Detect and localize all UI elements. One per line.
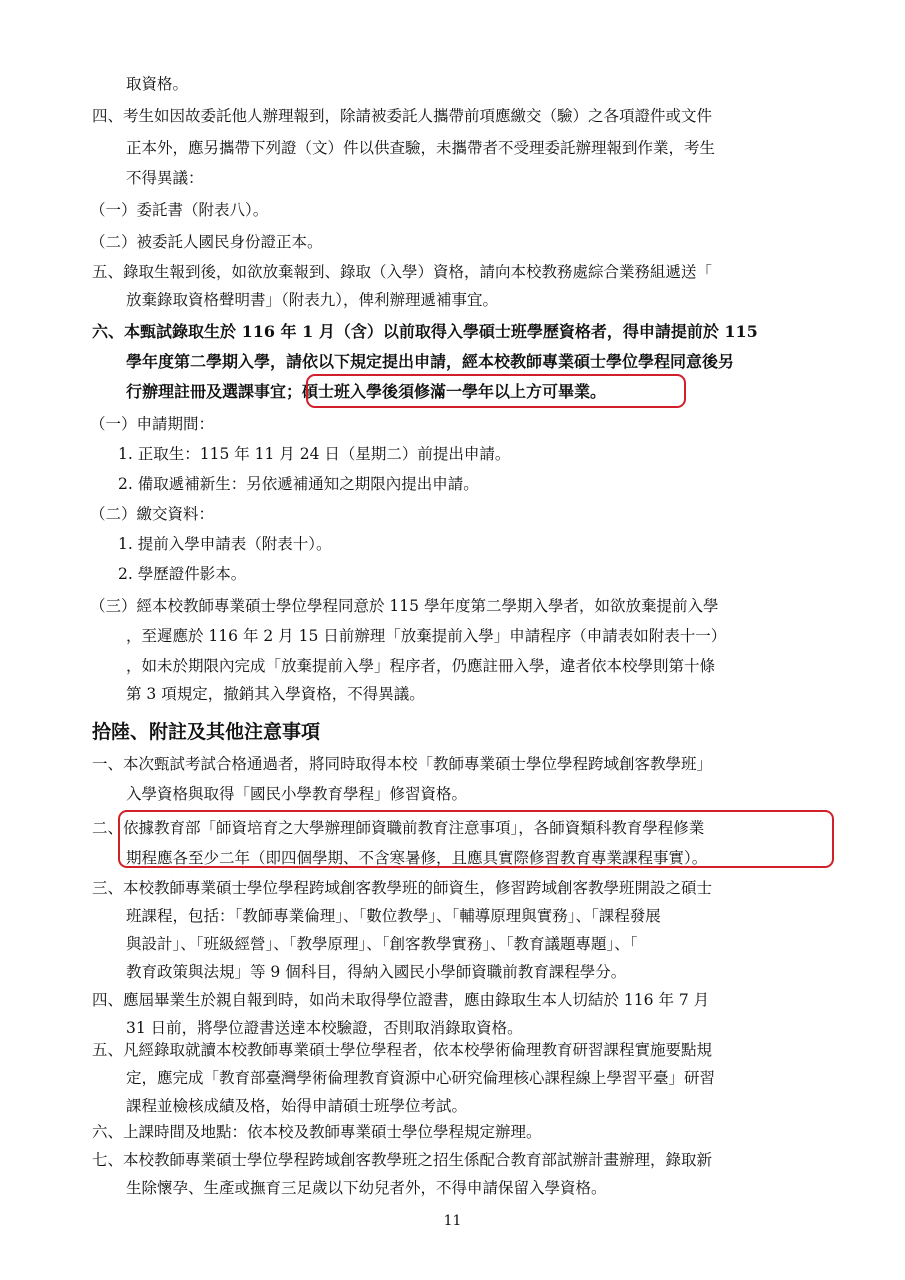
text-line: 生除懷孕、生產或撫育三足歲以下幼兒者外，不得申請保留入學資格。 xyxy=(126,1179,607,1197)
highlight-box xyxy=(118,810,834,868)
text-line: 六、上課時間及地點：依本校及教師專業碩士學位學程規定辦理。 xyxy=(92,1123,542,1141)
text-line: （二）繳交資料： xyxy=(90,505,215,523)
text-line-bold: 六、本甄試錄取生於 116 年 1 月（含）以前取得入學碩士班學歷資格者，得申請提前於 115 xyxy=(92,322,758,341)
text-line: （三）經本校教師專業碩士學位學程同意於 115 學年度第二學期入學者，如欲放棄提前入學 xyxy=(90,597,719,615)
section-heading: 拾陸、附註及其他注意事項 xyxy=(92,721,321,743)
text-line: 不得異議： xyxy=(126,169,204,187)
text-line: 教育政策與法規」等 9 個科目，得納入國民小學師資職前教育課程學分。 xyxy=(126,963,627,981)
page-number: 11 xyxy=(443,1213,462,1229)
text-line: 二、依據教育部「師資培育之大學辦理師資職前教育注意事項」，各師資類科教育學程修業 xyxy=(92,819,705,837)
highlight-box xyxy=(306,374,686,408)
text-line: （一）委託書（附表八）。 xyxy=(90,201,269,219)
text-line: 第 3 項規定，撤銷其入學資格，不得異議。 xyxy=(126,685,425,703)
text-line: 取資格。 xyxy=(126,75,189,93)
text-line: 七、本校教師專業碩士學位學程跨域創客教學班之招生係配合教育部試辦計畫辦理，錄取新 xyxy=(92,1151,713,1169)
text-line: 放棄錄取資格聲明書」（附表九），俾利辦理遞補事宜。 xyxy=(126,291,499,309)
text-line: 定，應完成「教育部臺灣學術倫理教育資源中心研究倫理核心課程線上學習平臺」研習 xyxy=(126,1069,716,1087)
text-line: 31 日前，將學位證書送達本校驗證，否則取消錄取資格。 xyxy=(126,1019,523,1037)
text-line: ，至遲應於 116 年 2 月 15 日前辦理「放棄提前入學」申請程序（申請表如附表十一） xyxy=(126,627,727,645)
text-line: （二）被委託人國民身份證正本。 xyxy=(90,233,323,251)
text-line: 1. 正取生：115 年 11 月 24 日（星期二）前提出申請。 xyxy=(118,445,511,463)
text-line: 班課程，包括：「教師專業倫理」、「數位教學」、「輔導原理與實務」、「課程發展 xyxy=(126,907,661,925)
text-line: 一、本次甄試考試合格通過者，將同時取得本校「教師專業碩士學位學程跨域創客教學班」 xyxy=(92,755,713,773)
text-line: 入學資格與取得「國民小學教育學程」修習資格。 xyxy=(126,785,468,803)
text-line: 五、凡經錄取就讀本校教師專業碩士學位學程者，依本校學術倫理教育研習課程實施要點規 xyxy=(92,1041,713,1059)
text-line: 課程並檢核成績及格，始得申請碩士班學位考試。 xyxy=(126,1097,468,1115)
text-line: 1. 提前入學申請表（附表十）。 xyxy=(118,535,332,553)
text-line: 2. 學歷證件影本。 xyxy=(118,565,247,583)
text-line: 與設計」、「班級經營」、「教學原理」、「創客教學實務」、「教育議題專題」、「 xyxy=(126,935,638,953)
text-line: 正本外，應另攜帶下列證（文）件以供查驗，未攜帶者不受理委託辦理報到作業，考生 xyxy=(126,139,716,157)
text-line: 2. 備取遞補新生：另依遞補通知之期限內提出申請。 xyxy=(118,475,479,493)
text-line-bold: 學年度第二學期入學，請依以下規定提出申請，經本校教師專業碩士學位學程同意後另 xyxy=(126,352,735,371)
text-line: 三、本校教師專業碩士學位學程跨域創客教學班的師資生，修習跨域創客教學班開設之碩士 xyxy=(92,879,713,897)
text-line: 四、考生如因故委託他人辦理報到，除請被委託人攜帶前項應繳交（驗）之各項證件或文件 xyxy=(92,107,713,125)
text-line: 四、應屆畢業生於親自報到時，如尚未取得學位證書，應由錄取生本人切結於 116 年 7 月 xyxy=(92,991,710,1009)
text-line: （一）申請期間： xyxy=(90,415,215,433)
text-line-bold: 行辦理註冊及選課事宜；碩士班入學後須修滿一學年以上方可畢業。 xyxy=(126,382,607,401)
text-line: ，如未於期限內完成「放棄提前入學」程序者，仍應註冊入學，違者依本校學則第十條 xyxy=(126,657,716,675)
text-line: 五、錄取生報到後，如欲放棄報到、錄取（入學）資格，請向本校教務處綜合業務組遞送「 xyxy=(92,263,713,281)
text-line: 期程應各至少二年（即四個學期、不含寒暑修，且應具實際修習教育專業課程事實）。 xyxy=(126,849,708,867)
